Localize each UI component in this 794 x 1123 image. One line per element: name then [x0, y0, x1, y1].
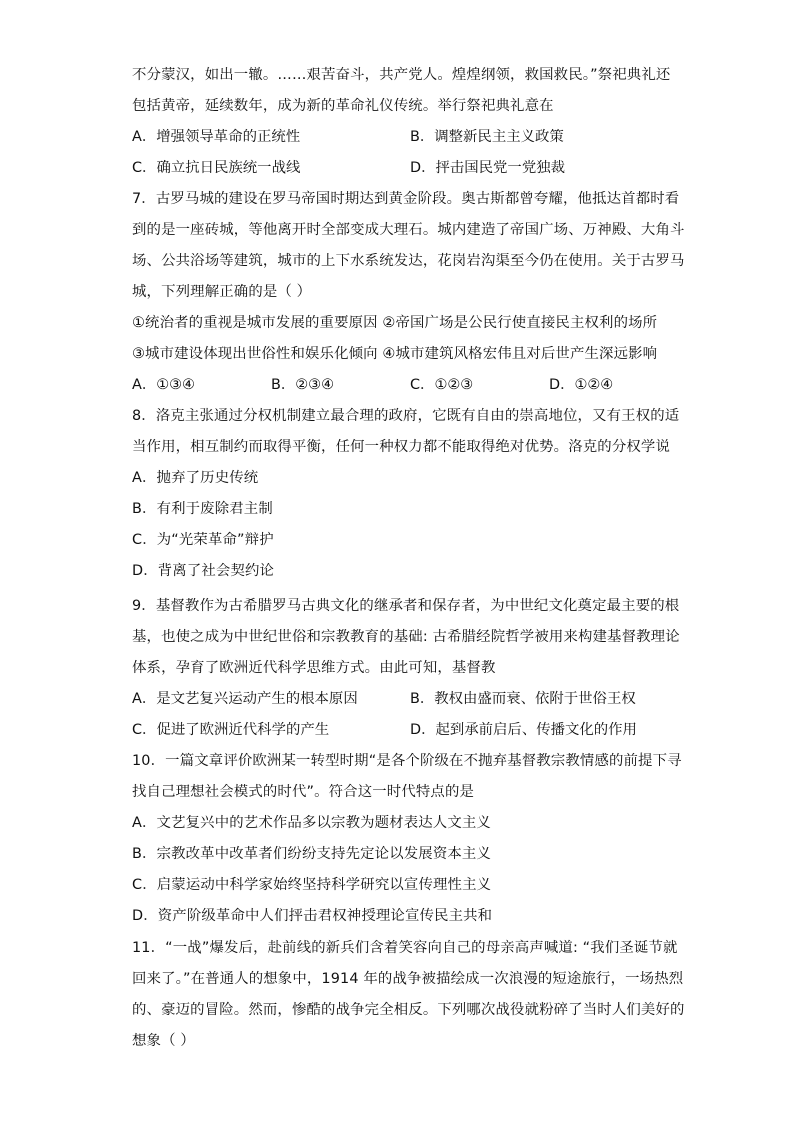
q7-option-b: B．②③④: [271, 377, 334, 393]
q7-option-d: D．①②④: [549, 377, 614, 393]
q9-option-d: D．起到承前启后、传播文化的作用: [410, 722, 637, 738]
q7-statements-2: ③城市建设体现出世俗性和娱乐化倾向 ④城市建筑风格宏伟且对后世产生深远影响: [132, 346, 658, 362]
q10-option-d: D．资产阶级革命中人们抨击君权神授理论宣传民主共和: [132, 908, 493, 924]
q6-option-c: C．确立抗日民族统一战线: [132, 160, 301, 176]
q11-text-line-1: 11．“一战”爆发后，赴前线的新兵们含着笑容向自己的母亲高声喊道: “我们圣诞节就: [132, 940, 678, 956]
q6-text-line-2: 包括黄帝，延续数年，成为新的革命礼仪传统。举行祭祀典礼意在: [132, 98, 554, 114]
q7-text-line-2: 到的是一座砖城，等他离开时全部变成大理石。城内建造了帝国广场、万神殿、大角斗: [132, 222, 685, 238]
q9-option-a: A．是文艺复兴运动产生的根本原因: [132, 691, 358, 707]
q7-statements-1: ①统治者的重视是城市发展的重要原因 ②帝国广场是公民行使直接民主权利的场所: [132, 315, 658, 331]
q9-text-line-2: 基，也使之成为中世纪世俗和宗教教育的基础: 古希腊经院哲学被用来构建基督教理论: [132, 629, 680, 645]
q11-text-line-4: 想象（ ）: [132, 1033, 195, 1049]
q10-text-line-2: 找自己理想社会模式的时代”。符合这一时代特点的是: [132, 784, 475, 800]
q6-option-a: A．增强领导革命的正统性: [132, 129, 301, 145]
q6-text-line-1: 不分蒙汉，如出一辙。……艰苦奋斗，共产党人。煌煌纲领，救国救民。”祭祀典礼还: [132, 67, 671, 83]
q8-option-d: D．背离了社会契约论: [132, 563, 275, 579]
q10-option-a: A．文艺复兴中的艺术作品多以宗教为题材表达人文主义: [132, 815, 491, 831]
q6-option-b: B．调整新民主主义政策: [410, 129, 564, 145]
q10-option-b: B．宗教改革中改革者们纷纷支持先定论以发展资本主义: [132, 846, 491, 862]
q7-option-a: A．①③④: [132, 377, 195, 393]
q8-text-line-2: 当作用，相互制约而取得平衡，任何一种权力都不能取得绝对优势。洛克的分权学说: [132, 439, 671, 455]
q10-option-c: C．启蒙运动中科学家始终坚持科学研究以宣传理性主义: [132, 877, 492, 893]
q7-option-c: C．①②③: [410, 377, 474, 393]
q9-option-c: C．促进了欧洲近代科学的产生: [132, 722, 330, 738]
q8-option-b: B．有利于废除君主制: [132, 501, 273, 517]
q9-text-line-3: 体系，孕育了欧洲近代科学思维方式。由此可知，基督教: [132, 660, 496, 676]
q6-option-d: D．抨击国民党一党独裁: [410, 160, 565, 176]
q7-text-line-1: 7．古罗马城的建设在罗马帝国时期达到黄金阶段。奥古斯都曾夸耀，他抵达首都时看: [132, 191, 680, 207]
q7-text-line-3: 场、公共浴场等建筑，城市的上下水系统发达，花岗岩沟渠至今仍在使用。关于古罗马: [132, 253, 685, 269]
q7-text-line-4: 城，下列理解正确的是（ ）: [132, 284, 312, 300]
q9-option-b: B．教权由盛而衰、依附于世俗王权: [410, 691, 636, 707]
q8-option-c: C．为“光荣革命”辩护: [132, 532, 274, 548]
q8-option-a: A．抛弃了历史传统: [132, 470, 259, 486]
q9-text-line-1: 9．基督教作为古希腊罗马古典文化的继承者和保存者，为中世纪文化奠定最主要的根: [132, 598, 680, 614]
q11-text-line-3: 的、豪迈的冒险。然而，惨酷的战争完全相反。下列哪次战役就粉碎了当时人们美好的: [132, 1002, 685, 1018]
q10-text-line-1: 10．一篇文章评价欧洲某一转型时期“是各个阶级在不抛弃基督教宗教情感的前提下寻: [132, 753, 682, 769]
q8-text-line-1: 8．洛克主张通过分权机制建立最合理的政府，它既有自由的崇高地位，又有王权的适: [132, 408, 680, 424]
q11-text-line-2: 回来了。”在普通人的想象中，1914 年的战争被描绘成一次浪漫的短途旅行，一场热烈: [132, 971, 684, 987]
